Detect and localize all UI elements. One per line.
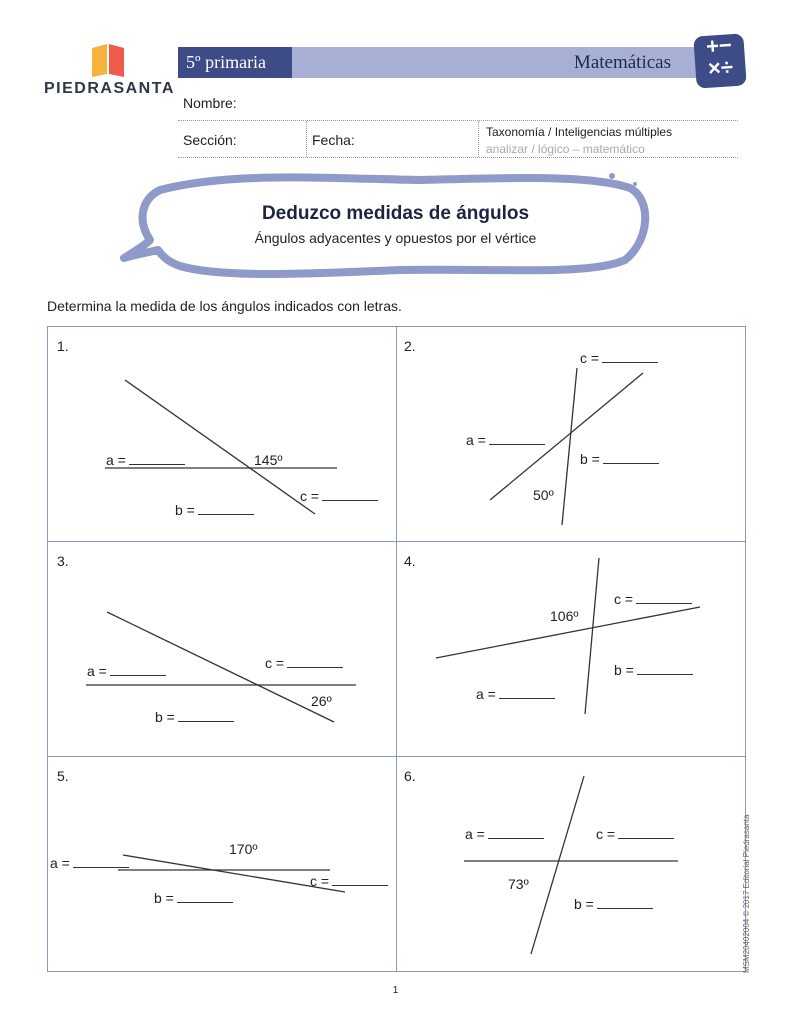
page-number: 1 (392, 985, 399, 996)
angle-b-field[interactable]: b = (155, 709, 234, 725)
given-angle: 73º (508, 876, 529, 892)
copyright-text: MSM20402004 © 2017 Editorial Piedrasanta (742, 814, 751, 973)
angle-b-field[interactable]: b = (614, 662, 693, 678)
angle-b-field[interactable]: b = (580, 451, 659, 467)
nombre-label: Nombre: (183, 95, 237, 111)
fecha-label: Fecha: (312, 132, 355, 148)
instructions: Determina la medida de los ángulos indicados con letras. (47, 298, 402, 314)
exercise-number: 5. (57, 768, 69, 784)
worksheet-subtitle: Ángulos adyacentes y opuestos por el vértice (254, 230, 537, 246)
angle-a-field[interactable]: a = (476, 686, 555, 702)
subject-title: Matemáticas (573, 52, 671, 73)
seccion-label: Sección: (183, 132, 237, 148)
given-angle: 170º (229, 841, 258, 857)
grade-badge: 5º primaria (178, 47, 292, 78)
angle-a-field[interactable]: a = (466, 432, 545, 448)
angle-c-field[interactable]: c = (310, 873, 388, 889)
angle-a-field[interactable]: a = (50, 855, 129, 871)
angle-c-field[interactable]: c = (614, 591, 692, 607)
given-angle: 26º (311, 693, 332, 709)
exercise-number: 6. (404, 768, 416, 784)
given-angle: 106º (550, 608, 579, 624)
exercise-number: 2. (404, 338, 416, 354)
logo-text: PIEDRASANTA (44, 80, 175, 97)
angle-c-field[interactable]: c = (265, 655, 343, 671)
angle-a-field[interactable]: a = (465, 826, 544, 842)
angle-c-field[interactable]: c = (580, 350, 658, 366)
exercise-number: 3. (57, 553, 69, 569)
line (562, 368, 577, 525)
line (531, 776, 584, 954)
taxonomy-title: Taxonomía / Inteligencias múltiples (486, 125, 673, 139)
math-operations-icon: +− ×÷ (693, 33, 747, 88)
angle-b-field[interactable]: b = (154, 890, 233, 906)
line (125, 380, 315, 514)
worksheet-title: Deduzco medidas de ángulos (261, 203, 530, 224)
given-angle: 145º (254, 452, 283, 468)
angle-b-field[interactable]: b = (175, 502, 254, 518)
angle-c-field[interactable]: c = (596, 826, 674, 842)
exercise-number: 1. (57, 338, 69, 354)
angle-b-field[interactable]: b = (574, 896, 653, 912)
given-angle: 50º (533, 487, 554, 503)
angle-a-field[interactable]: a = (106, 452, 185, 468)
angle-c-field[interactable]: c = (300, 488, 378, 504)
exercise-number: 4. (404, 553, 416, 569)
taxonomy-subtitle: analizar / lógico – matemático (486, 142, 645, 156)
angle-a-field[interactable]: a = (87, 663, 166, 679)
line (585, 558, 599, 714)
